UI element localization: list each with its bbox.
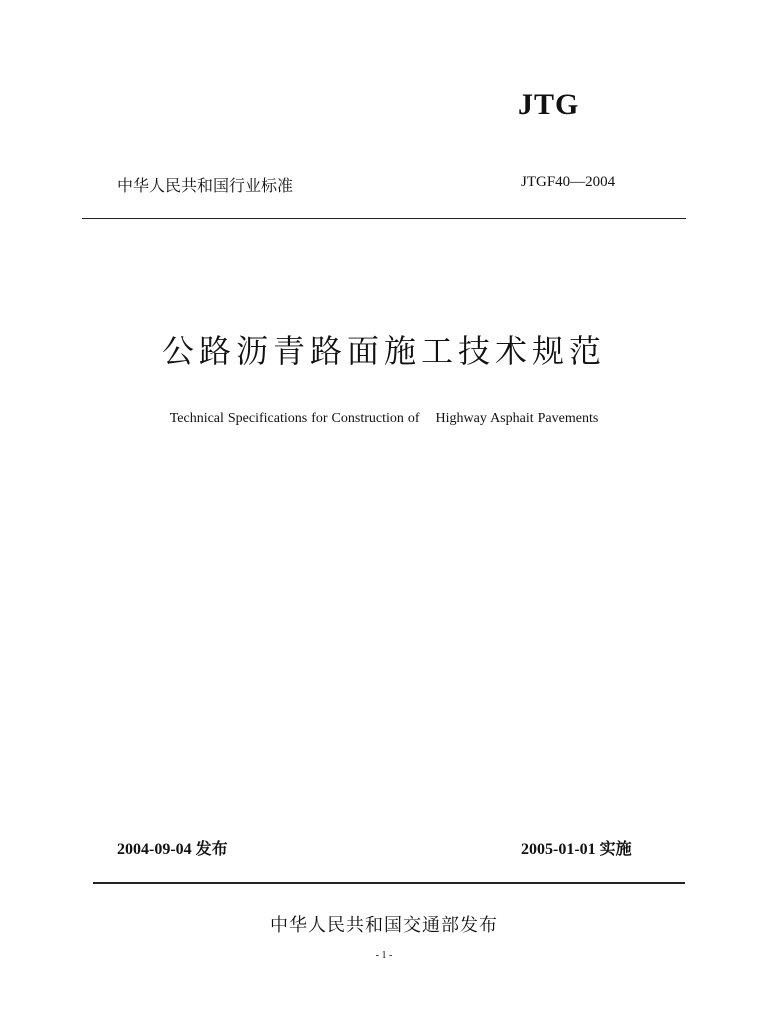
industry-standard-label: 中华人民共和国行业标准 [117,178,294,195]
footer-divider [93,882,685,884]
page-number: - 1 - [375,950,393,961]
jtg-logo: JTG [518,88,580,121]
effective-date: 2005-01-01 实施 [521,841,632,858]
publisher: 中华人民共和国交通部发布 [270,915,498,935]
issue-date: 2004-09-04 发布 [117,841,228,858]
document-title-cn: 公路沥青路面施工技术规范 [161,333,606,369]
standard-code: JTGF40—2004 [521,174,616,190]
document-title-en: Technical Specifications for Construction of Highway Asphait Pavements [169,411,599,426]
header-divider [82,218,686,219]
